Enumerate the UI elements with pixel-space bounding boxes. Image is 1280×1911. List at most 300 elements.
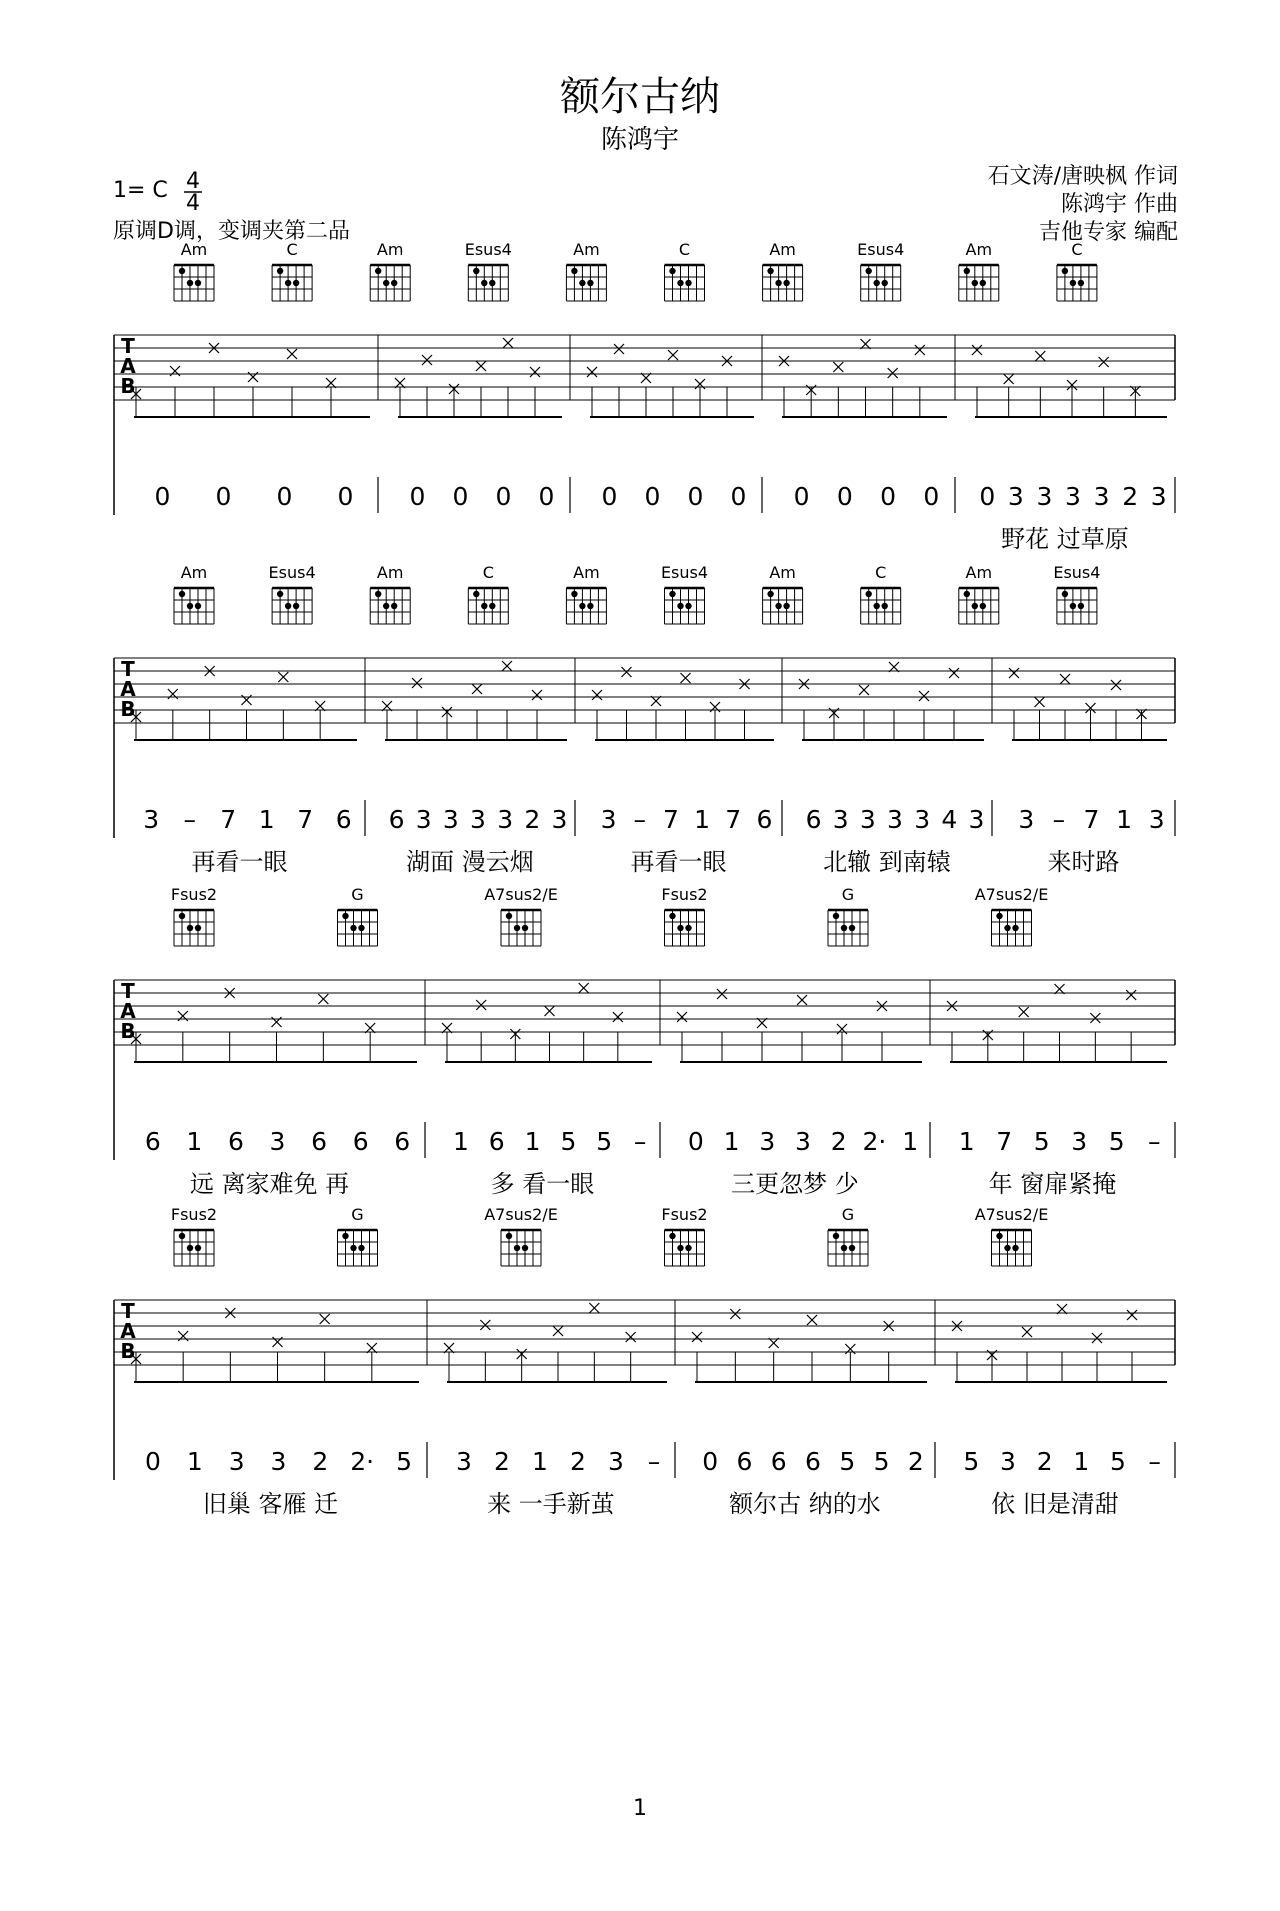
jianpu-note: – <box>647 1447 661 1476</box>
jianpu-note: 6 <box>144 1127 161 1156</box>
finger-dot <box>187 925 193 931</box>
finger-dot <box>350 1245 356 1251</box>
jianpu-note: 3 <box>1036 482 1053 511</box>
chord-name: Esus4 <box>268 563 316 582</box>
lyric-line: 远 离家难免 再 <box>189 1170 350 1198</box>
tab-x-mark <box>1090 1013 1100 1023</box>
chord-name: Fsus2 <box>170 1205 218 1224</box>
jianpu-note: 0 <box>215 482 232 511</box>
jianpu-note: 4 <box>941 805 958 834</box>
finger-dot <box>964 268 970 274</box>
chord-diagram <box>171 1205 217 1266</box>
jianpu-note: 3 <box>600 805 617 834</box>
tab-clef-letter: T <box>121 657 135 681</box>
jianpu-note: 0 <box>644 482 661 511</box>
tab-clef-letter: B <box>120 1019 136 1043</box>
tab-clef-letter: B <box>120 697 136 721</box>
jianpu-note: 6 <box>335 805 352 834</box>
finger-dot <box>285 280 291 286</box>
tab-x-mark <box>1127 1310 1137 1320</box>
chord-name: Am <box>180 563 208 582</box>
jianpu-note: 7 <box>996 1127 1013 1156</box>
finger-dot <box>1004 925 1010 931</box>
chord-name: C <box>1071 240 1083 259</box>
jianpu-note: 3 <box>1150 482 1167 511</box>
tab-x-mark <box>1099 357 1109 367</box>
jianpu-note: – <box>1148 1447 1161 1476</box>
tab-x-mark <box>472 684 482 694</box>
lyric-line: 旧巢 客雁 迁 <box>202 1490 339 1518</box>
finger-dot <box>358 1245 364 1251</box>
finger-dot <box>783 280 789 286</box>
finger-dot <box>187 280 193 286</box>
chord-name: Fsus2 <box>661 1205 708 1224</box>
finger-dot <box>685 1245 691 1251</box>
system <box>114 240 1175 553</box>
jianpu-note: 3 <box>415 805 432 834</box>
jianpu-note: 3 <box>551 805 568 834</box>
finger-dot <box>882 280 888 286</box>
tab-x-mark <box>614 344 624 354</box>
time-signature-bottom: 4 <box>186 191 200 216</box>
finger-dot <box>1004 1245 1010 1251</box>
tab-x-mark <box>412 678 422 688</box>
lyric-line: 来时路 <box>1047 848 1120 876</box>
finger-dot <box>587 603 593 609</box>
finger-dot <box>481 603 487 609</box>
jianpu-note: 1 <box>532 1447 548 1476</box>
jianpu-note: 2 <box>1036 1447 1053 1476</box>
finger-dot <box>383 280 389 286</box>
chord-diagram <box>1053 563 1100 624</box>
chord-name: A7sus2/E <box>484 1205 558 1224</box>
chord-diagram <box>959 563 999 624</box>
tab-x-mark <box>1111 680 1121 690</box>
chord-name: A7sus2/E <box>974 1205 1049 1224</box>
jianpu-note: 3 <box>470 805 486 834</box>
tab-x-mark <box>579 983 589 993</box>
finger-dot <box>669 1233 675 1239</box>
tab-x-mark <box>972 345 982 355</box>
jianpu-note: 1 <box>1116 805 1133 834</box>
tab-x-mark <box>278 672 288 682</box>
tab-x-mark <box>476 361 486 371</box>
jianpu-note: 3 <box>1065 482 1081 511</box>
chord-name: Am <box>573 240 600 259</box>
finger-dot <box>980 280 986 286</box>
chord-name: C <box>875 563 887 582</box>
chord-diagram <box>171 885 217 946</box>
finger-dot <box>1012 1245 1018 1251</box>
tab-clef-letter: T <box>121 979 135 1003</box>
finger-dot <box>195 280 201 286</box>
tab-x-mark <box>532 690 542 700</box>
tab-x-mark <box>1004 374 1014 384</box>
chord-diagram <box>566 240 606 301</box>
finger-dot <box>587 280 593 286</box>
jianpu-note: 0 <box>601 482 618 511</box>
jianpu-note: – <box>633 1127 647 1156</box>
jianpu-note: 1 <box>723 1127 740 1156</box>
tab-clef-letter: A <box>120 999 136 1023</box>
jianpu-note: 1 <box>902 1127 919 1156</box>
chord-diagram <box>370 563 410 624</box>
tab-x-mark <box>833 362 843 372</box>
finger-dot <box>1078 280 1084 286</box>
tab-x-mark <box>592 690 602 700</box>
chord-name: Am <box>376 240 404 259</box>
tab-x-mark <box>613 1012 623 1022</box>
jianpu-note: 3 <box>1007 482 1024 511</box>
jianpu-note: 6 <box>756 805 773 834</box>
jianpu-note: 0 <box>880 482 897 511</box>
finger-dot <box>996 913 1002 919</box>
jianpu-note: 6 <box>227 1127 244 1156</box>
tab-x-mark <box>1126 990 1136 1000</box>
jianpu-note: 2 <box>524 805 541 834</box>
tab-x-mark <box>530 367 540 377</box>
jianpu-note: 0 <box>687 1127 704 1156</box>
tab-x-mark <box>915 345 925 355</box>
chord-name: Am <box>573 563 600 582</box>
tab-x-mark <box>318 994 328 1004</box>
chord-diagram <box>465 240 512 301</box>
jianpu-note: 6 <box>736 1447 753 1476</box>
jianpu-note: 1 <box>958 1127 975 1156</box>
tab-clef-letter: T <box>121 1299 135 1323</box>
finger-dot <box>849 1245 855 1251</box>
finger-dot <box>473 268 479 274</box>
jianpu-note: – <box>1148 1127 1161 1156</box>
tab-x-mark <box>480 1320 490 1330</box>
tab-clef-letter: A <box>120 1319 136 1343</box>
chord-name: Am <box>769 240 796 259</box>
chord-diagram <box>1057 240 1097 301</box>
finger-dot <box>506 1233 512 1239</box>
tab-x-mark <box>1019 1007 1029 1017</box>
jianpu-note: 2 <box>907 1447 924 1476</box>
finger-dot <box>179 268 185 274</box>
system <box>114 885 1175 1198</box>
chord-diagram <box>861 563 901 624</box>
jianpu-note: 6 <box>388 805 405 834</box>
jianpu-note: 0 <box>923 482 940 511</box>
tab-x-mark <box>677 1012 687 1022</box>
finger-dot <box>833 1233 839 1239</box>
chord-diagram <box>857 240 904 301</box>
jianpu-note: 3 <box>269 1127 286 1156</box>
jianpu-note: 0 <box>793 482 810 511</box>
finger-dot <box>195 603 201 609</box>
time-signature-top: 4 <box>186 169 200 194</box>
finger-dot <box>514 925 520 931</box>
finger-dot <box>195 925 201 931</box>
jianpu-note: 6 <box>311 1127 328 1156</box>
tab-x-mark <box>1092 1333 1102 1343</box>
finger-dot <box>1078 603 1084 609</box>
jianpu-note: 3 <box>1093 482 1110 511</box>
jianpu-note: 3 <box>143 805 160 834</box>
finger-dot <box>489 603 495 609</box>
tab-x-mark <box>1035 351 1045 361</box>
chord-diagram <box>661 885 707 946</box>
chord-diagram <box>272 240 312 301</box>
chord-name: G <box>841 1205 855 1224</box>
chord-name: Esus4 <box>1053 563 1101 582</box>
chord-name: G <box>841 885 855 904</box>
finger-dot <box>277 268 283 274</box>
finger-dot <box>293 603 299 609</box>
capo-note: 原调D调，变调夹第二品 <box>113 219 350 244</box>
jianpu-note: 1 <box>258 805 275 834</box>
jianpu-note: 6 <box>488 1127 505 1156</box>
finger-dot <box>866 268 872 274</box>
jianpu-note: 0 <box>276 482 293 511</box>
jianpu-note: 1 <box>524 1127 541 1156</box>
chord-name: Am <box>376 563 404 582</box>
tab-x-mark <box>1009 668 1019 678</box>
finger-dot <box>489 280 495 286</box>
finger-dot <box>1062 591 1068 597</box>
jianpu-note: 1 <box>186 1447 203 1476</box>
jianpu-note: 3 <box>968 805 985 834</box>
composer-credit: 陈鸿宇 作曲 <box>1061 192 1178 217</box>
chord-name: A7sus2/E <box>484 885 558 904</box>
finger-dot <box>1070 280 1076 286</box>
jianpu-note: 3 <box>456 1447 472 1476</box>
tab-x-mark <box>730 1309 740 1319</box>
jianpu-note: 2· <box>862 1127 887 1156</box>
chord-name: C <box>678 240 691 259</box>
jianpu-note: 7 <box>1083 805 1100 834</box>
lyric-line: 再看一眼 <box>630 848 727 876</box>
chord-diagram <box>370 240 410 301</box>
tab-x-mark <box>626 1332 636 1342</box>
finger-dot <box>473 591 479 597</box>
tab-x-mark <box>919 691 929 701</box>
jianpu-note: 3 <box>832 805 849 834</box>
jianpu-note: 6 <box>770 1447 787 1476</box>
finger-dot <box>579 603 585 609</box>
finger-dot <box>996 1233 1002 1239</box>
tab-x-mark <box>668 350 678 360</box>
finger-dot <box>277 591 283 597</box>
chord-diagram <box>174 563 214 624</box>
chord-diagram <box>975 1205 1049 1266</box>
jianpu-note: 0 <box>687 482 704 511</box>
finger-dot <box>980 603 986 609</box>
jianpu-note: 0 <box>409 482 426 511</box>
jianpu-note: 3 <box>1071 1127 1088 1156</box>
tab-x-mark <box>422 355 432 365</box>
lyric-line: 三更忽梦 少 <box>731 1170 859 1198</box>
lyric-line: 依 旧是清甜 <box>991 1490 1119 1518</box>
tab-x-mark <box>287 349 297 359</box>
jianpu-note: 6 <box>352 1127 369 1156</box>
jianpu-note: 5 <box>560 1127 577 1156</box>
chord-name: C <box>286 240 298 259</box>
finger-dot <box>972 280 978 286</box>
finger-dot <box>571 268 577 274</box>
jianpu-note: 0 <box>730 482 747 511</box>
key-label: 1= C <box>113 178 168 203</box>
chord-name: Am <box>769 563 796 582</box>
finger-dot <box>841 925 847 931</box>
finger-dot <box>775 280 781 286</box>
jianpu-note: 0 <box>154 482 171 511</box>
jianpu-note: 2 <box>570 1447 586 1476</box>
finger-dot <box>677 603 683 609</box>
jianpu-note: 3 <box>759 1127 776 1156</box>
finger-dot <box>849 925 855 931</box>
finger-dot <box>866 591 872 597</box>
jianpu-note: 5 <box>873 1447 890 1476</box>
jianpu-note: 3 <box>608 1447 624 1476</box>
jianpu-note: 2 <box>312 1447 329 1476</box>
tab-x-mark <box>888 368 898 378</box>
finger-dot <box>571 591 577 597</box>
finger-dot <box>669 913 675 919</box>
jianpu-note: 5 <box>1108 1127 1125 1156</box>
singer-name: 陈鸿宇 <box>600 125 680 155</box>
chord-diagram <box>763 240 803 301</box>
finger-dot <box>874 603 880 609</box>
jianpu-note: 0 <box>452 482 469 511</box>
chord-name: Esus4 <box>660 563 709 582</box>
finger-dot <box>179 1233 185 1239</box>
tab-x-mark <box>589 1303 599 1313</box>
jianpu-note: 6 <box>805 805 822 834</box>
tab-clef-letter: B <box>120 374 136 398</box>
tab-x-mark <box>692 1332 702 1342</box>
finger-dot <box>874 280 880 286</box>
jianpu-note: 3 <box>1000 1447 1016 1476</box>
finger-dot <box>783 603 789 609</box>
chord-diagram <box>468 563 508 624</box>
jianpu-note: 0 <box>538 482 555 511</box>
lyric-line: 野花 过草原 <box>1001 525 1129 553</box>
finger-dot <box>522 1245 528 1251</box>
jianpu-note: 3 <box>497 805 514 834</box>
chord-name: Fsus2 <box>170 885 218 904</box>
finger-dot <box>187 603 193 609</box>
chord-diagram <box>338 1205 378 1266</box>
tab-x-mark <box>587 367 597 377</box>
chord-diagram <box>828 885 868 946</box>
jianpu-note: 3 <box>1148 805 1165 834</box>
finger-dot <box>669 591 675 597</box>
chord-diagram <box>661 563 708 624</box>
arranger-credit: 吉他专家 编配 <box>1039 220 1178 245</box>
chord-name: Esus4 <box>857 240 905 259</box>
jianpu-note: 0 <box>979 482 996 511</box>
tab-x-mark <box>622 667 632 677</box>
jianpu-note: 5 <box>596 1127 613 1156</box>
jianpu-note: 0 <box>144 1447 161 1476</box>
jianpu-note: 0 <box>337 482 354 511</box>
tab-x-mark <box>1022 1327 1032 1337</box>
tab-x-mark <box>553 1326 563 1336</box>
finger-dot <box>669 268 675 274</box>
chord-name: Am <box>965 563 993 582</box>
lyric-line: 再看一眼 <box>191 848 288 876</box>
chord-diagram <box>975 885 1049 946</box>
tab-x-mark <box>545 1006 555 1016</box>
system <box>114 563 1175 876</box>
jianpu-note: 1 <box>694 805 711 834</box>
finger-dot <box>1062 268 1068 274</box>
jianpu-note: 3 <box>795 1127 811 1156</box>
jianpu-note: 5 <box>1033 1127 1050 1156</box>
jianpu-note: 0 <box>702 1447 719 1476</box>
finger-dot <box>677 280 683 286</box>
jianpu-note: 2· <box>350 1447 375 1476</box>
jianpu-note: 3 <box>442 805 459 834</box>
chord-diagram <box>484 1205 558 1266</box>
finger-dot <box>767 591 773 597</box>
chord-diagram <box>661 1205 707 1266</box>
finger-dot <box>677 925 683 931</box>
chord-diagram <box>269 563 316 624</box>
jianpu-note: – <box>183 805 196 834</box>
tab-clef-letter: T <box>121 334 135 358</box>
lyric-line: 北辙 到南辕 <box>823 848 951 876</box>
tab-x-mark <box>1060 674 1070 684</box>
chord-name: Am <box>180 240 208 259</box>
chord-name: G <box>351 885 364 904</box>
jianpu-note: 7 <box>725 805 742 834</box>
finger-dot <box>685 925 691 931</box>
chord-name: A7sus2/E <box>974 885 1049 904</box>
finger-dot <box>350 925 356 931</box>
jianpu-note: 6 <box>394 1127 411 1156</box>
finger-dot <box>391 603 397 609</box>
chord-name: Esus4 <box>464 240 512 259</box>
tab-x-mark <box>1035 697 1045 707</box>
chord-diagram <box>763 563 803 624</box>
chord-diagram <box>828 1205 868 1266</box>
chord-diagram <box>959 240 999 301</box>
finger-dot <box>358 925 364 931</box>
finger-dot <box>841 1245 847 1251</box>
finger-dot <box>522 925 528 931</box>
chord-diagram <box>665 240 705 301</box>
jianpu-note: – <box>633 805 646 834</box>
tab-clef-letter: A <box>120 354 136 378</box>
finger-dot <box>481 280 487 286</box>
finger-dot <box>375 268 381 274</box>
jianpu-note: 5 <box>1110 1447 1126 1476</box>
tab-x-mark <box>681 673 691 683</box>
finger-dot <box>964 591 970 597</box>
finger-dot <box>383 603 389 609</box>
jianpu-note: 1 <box>186 1127 203 1156</box>
song-title: 额尔古纳 <box>560 74 720 120</box>
tab-clef-letter: A <box>120 677 136 701</box>
finger-dot <box>342 913 348 919</box>
tab-x-mark <box>320 1314 330 1324</box>
finger-dot <box>882 603 888 609</box>
jianpu-note: 2 <box>1122 482 1139 511</box>
finger-dot <box>195 1245 201 1251</box>
jianpu-note: 0 <box>836 482 853 511</box>
tab-x-mark <box>503 338 513 348</box>
tab-x-mark <box>949 668 959 678</box>
tab-x-mark <box>476 1000 486 1010</box>
chord-name: C <box>482 563 494 582</box>
page-number: 1 <box>633 1796 647 1821</box>
chord-name: Am <box>965 240 993 259</box>
